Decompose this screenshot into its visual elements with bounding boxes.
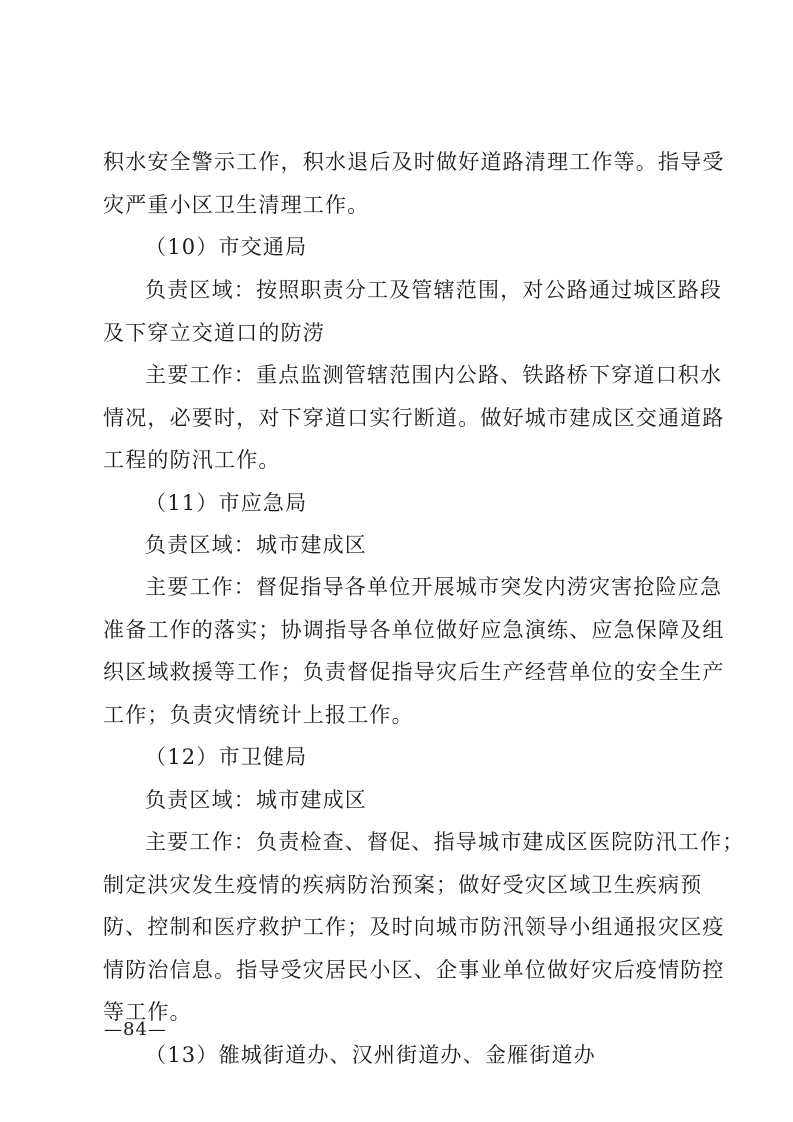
text-line: 情防治信息。指导受灾居民小区、企事业单位做好灾后疫情防控 (103, 958, 725, 982)
section-heading: （13）雒城街道办、汉州街道办、金雁街道办 (145, 1043, 596, 1067)
text-line: 准备工作的落实；协调指导各单位做好应急演练、应急保障及组 (103, 618, 725, 642)
text-line: 负责区域：按照职责分工及管辖范围，对公路通过城区路段 (145, 278, 723, 302)
text-line: 工作；负责灾情统计上报工作。 (103, 703, 414, 727)
text-line: 等工作。 (103, 1000, 192, 1024)
page-number: —84— (104, 1019, 167, 1040)
section-heading: （10）市交通局 (145, 235, 308, 259)
text-line: 制定洪灾发生疫情的疾病防治预案；做好受灾区域卫生疾病预 (103, 873, 703, 897)
text-line: 灾严重小区卫生清理工作。 (103, 193, 370, 217)
text-line: 负责区域：城市建成区 (145, 533, 367, 557)
text-line: 主要工作：负责检查、督促、指导城市建成区医院防汛工作； (145, 830, 745, 854)
section-heading: （11）市应急局 (145, 491, 308, 515)
text-line: 积水安全警示工作，积水退后及时做好道路清理工作等。指导受 (103, 150, 725, 174)
text-line: 工程的防汛工作。 (103, 448, 281, 472)
text-line: 情况，必要时，对下穿道口实行断道。做好城市建成区交通道路 (103, 406, 725, 430)
text-line: 主要工作：督促指导各单位开展城市突发内涝灾害抢险应急 (145, 575, 723, 599)
text-line: 及下穿立交道口的防涝 (103, 321, 325, 345)
text-line: 防、控制和医疗救护工作；及时向城市防汛领导小组通报灾区疫 (103, 915, 725, 939)
text-line: 主要工作：重点监测管辖范围内公路、铁路桥下穿道口积水 (145, 363, 723, 387)
section-heading: （12）市卫健局 (145, 745, 308, 769)
text-line: 负责区域：城市建成区 (145, 788, 367, 812)
text-line: 织区域救援等工作；负责督促指导灾后生产经营单位的安全生产 (103, 660, 725, 684)
